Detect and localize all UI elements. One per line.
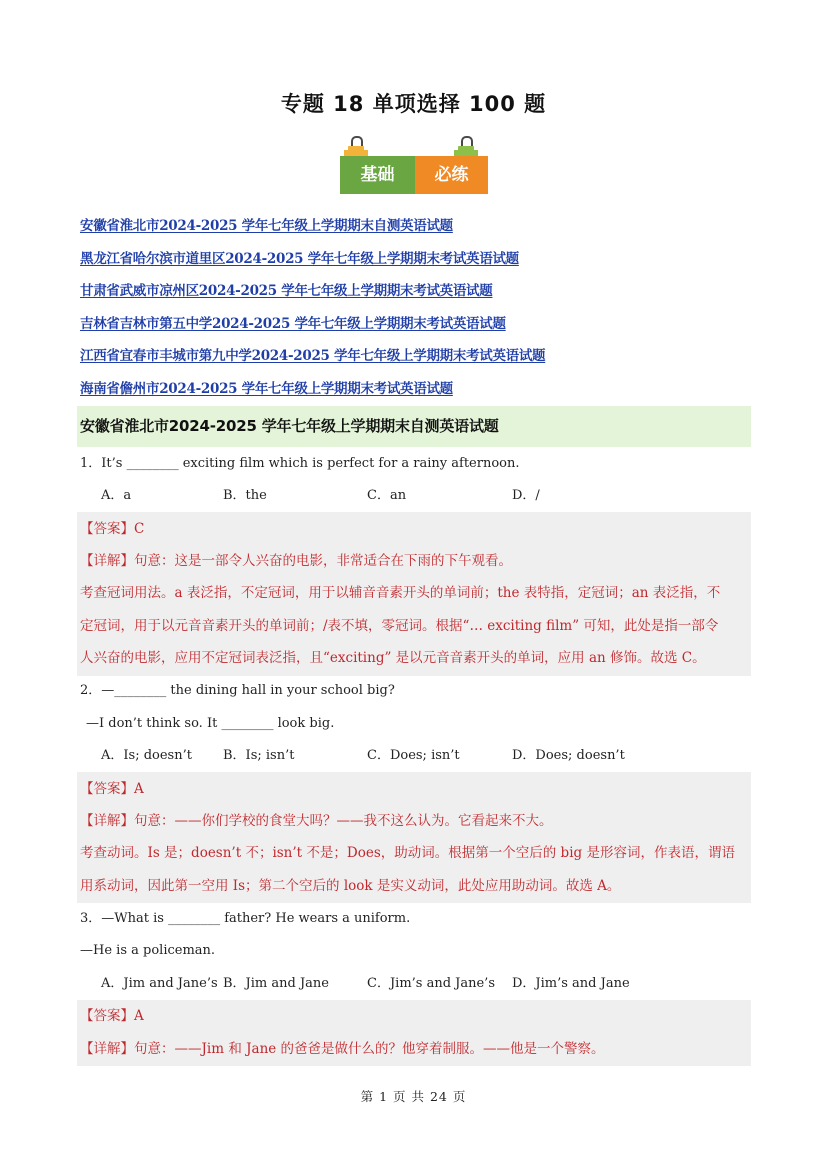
question-stem: 1．It’s ________ exciting film which is perfect for a rainy afternoon.	[80, 456, 520, 471]
answer-label: 【答案】	[80, 521, 134, 537]
option-a: A．a	[101, 488, 132, 503]
answer-label: 【答案】	[80, 1008, 134, 1024]
option-b: B．Jim and Jane	[223, 976, 329, 991]
badge-left-label: 基础	[340, 156, 415, 194]
explanation-line: 用系动词，因此第一空用 Is；第二个空后的 look 是实义动词，此处应用助动词。故选 A。	[80, 877, 621, 894]
question-stem-reply: —I don’t think so. It ________ look big.	[86, 716, 335, 731]
answer-line	[80, 520, 144, 538]
detail-label: 【详解】	[80, 813, 134, 829]
option-d: D．Does; doesn’t	[512, 748, 625, 763]
option-a: A．Is; doesn’t	[101, 748, 192, 763]
question-stem: 2．—________ the dining hall in your school big?	[80, 683, 395, 698]
detail-meaning: 句意：——你们学校的食堂大吗？——我不这么认为。它看起来不大。	[134, 813, 553, 829]
option-b: B．Is; isn’t	[223, 748, 295, 763]
option-a: A．Jim and Jane’s	[101, 976, 218, 991]
explanation-line: 考查动词。Is 是；doesn’t 不；isn’t 不是；Does，助动词。根据第一个空后的 big 是形容词，作表语，谓语	[80, 845, 735, 861]
question-stem-reply: —He is a policeman.	[80, 943, 216, 958]
detail-line	[80, 1040, 605, 1058]
option-d: D．Jim’s and Jane	[512, 976, 630, 991]
source-link[interactable]: 吉林省吉林市第五中学2024-2025 学年七年级上学期期末考试英语试题	[80, 315, 506, 332]
question-stem: 3．—What is ________ father? He wears a uniform.	[80, 911, 411, 926]
section-header: 安徽省淮北市2024-2025 学年七年级上学期期末自测英语试题	[77, 406, 751, 447]
source-link[interactable]: 海南省儋州市2024-2025 学年七年级上学期期末考试英语试题	[80, 380, 453, 397]
explanation-line: 考查冠词用法。a 表泛指，不定冠词，用于以辅音音素开头的单词前；the 表特指，定冠词；an 表泛指，不	[80, 585, 721, 601]
answer-value: A	[134, 1008, 144, 1024]
explanation-line: 定冠词，用于以元音音素开头的单词前；/表不填，零冠词。根据“… exciting film” 可知，此处是指一部令	[80, 617, 719, 634]
detail-meaning: 句意：——Jim 和 Jane 的爸爸是做什么的？他穿着制服。——他是一个警察。	[134, 1041, 605, 1057]
answer-label: 【答案】	[80, 781, 134, 797]
page-footer: 第 1 页 共 24 页	[360, 1089, 467, 1104]
explanation-line: 人兴奋的电影，应用不定冠词表泛指，且“exciting” 是以元音音素开头的单词，应用 an 修饰。故选 C。	[80, 650, 706, 666]
detail-explanation	[80, 837, 750, 902]
badge-right-label: 必练	[415, 156, 488, 194]
answer-value: A	[134, 781, 144, 797]
detail-label: 【详解】	[80, 553, 134, 569]
answer-value: C	[134, 521, 145, 537]
detail-line	[80, 812, 553, 830]
detail-label: 【详解】	[80, 1041, 134, 1057]
page-title: 专题 18 单项选择 100 题	[280, 92, 547, 116]
option-d: D．/	[512, 488, 540, 503]
source-link[interactable]: 甘肃省武威市凉州区2024-2025 学年七年级上学期期末考试英语试题	[80, 283, 493, 299]
detail-explanation	[80, 577, 750, 675]
option-c: C．Jim’s and Jane’s	[367, 976, 495, 991]
option-b: B．the	[223, 488, 267, 503]
source-link[interactable]: 江西省宜春市丰城市第九中学2024-2025 学年七年级上学期期末考试英语试题	[80, 348, 546, 364]
source-link-list	[80, 212, 750, 407]
source-link[interactable]: 黑龙江省哈尔滨市道里区2024-2025 学年七年级上学期期末考试英语试题	[80, 250, 519, 267]
source-link[interactable]: 安徽省淮北市2024-2025 学年七年级上学期期末自测英语试题	[80, 218, 453, 234]
detail-meaning: 句意：这是一部令人兴奋的电影，非常适合在下雨的下午观看。	[134, 553, 512, 569]
basic-practice-badge	[340, 136, 490, 194]
option-c: C．an	[367, 488, 407, 503]
detail-line	[80, 552, 512, 570]
option-c: C．Does; isn’t	[367, 748, 460, 763]
answer-line	[80, 1007, 144, 1025]
answer-line	[80, 780, 144, 798]
